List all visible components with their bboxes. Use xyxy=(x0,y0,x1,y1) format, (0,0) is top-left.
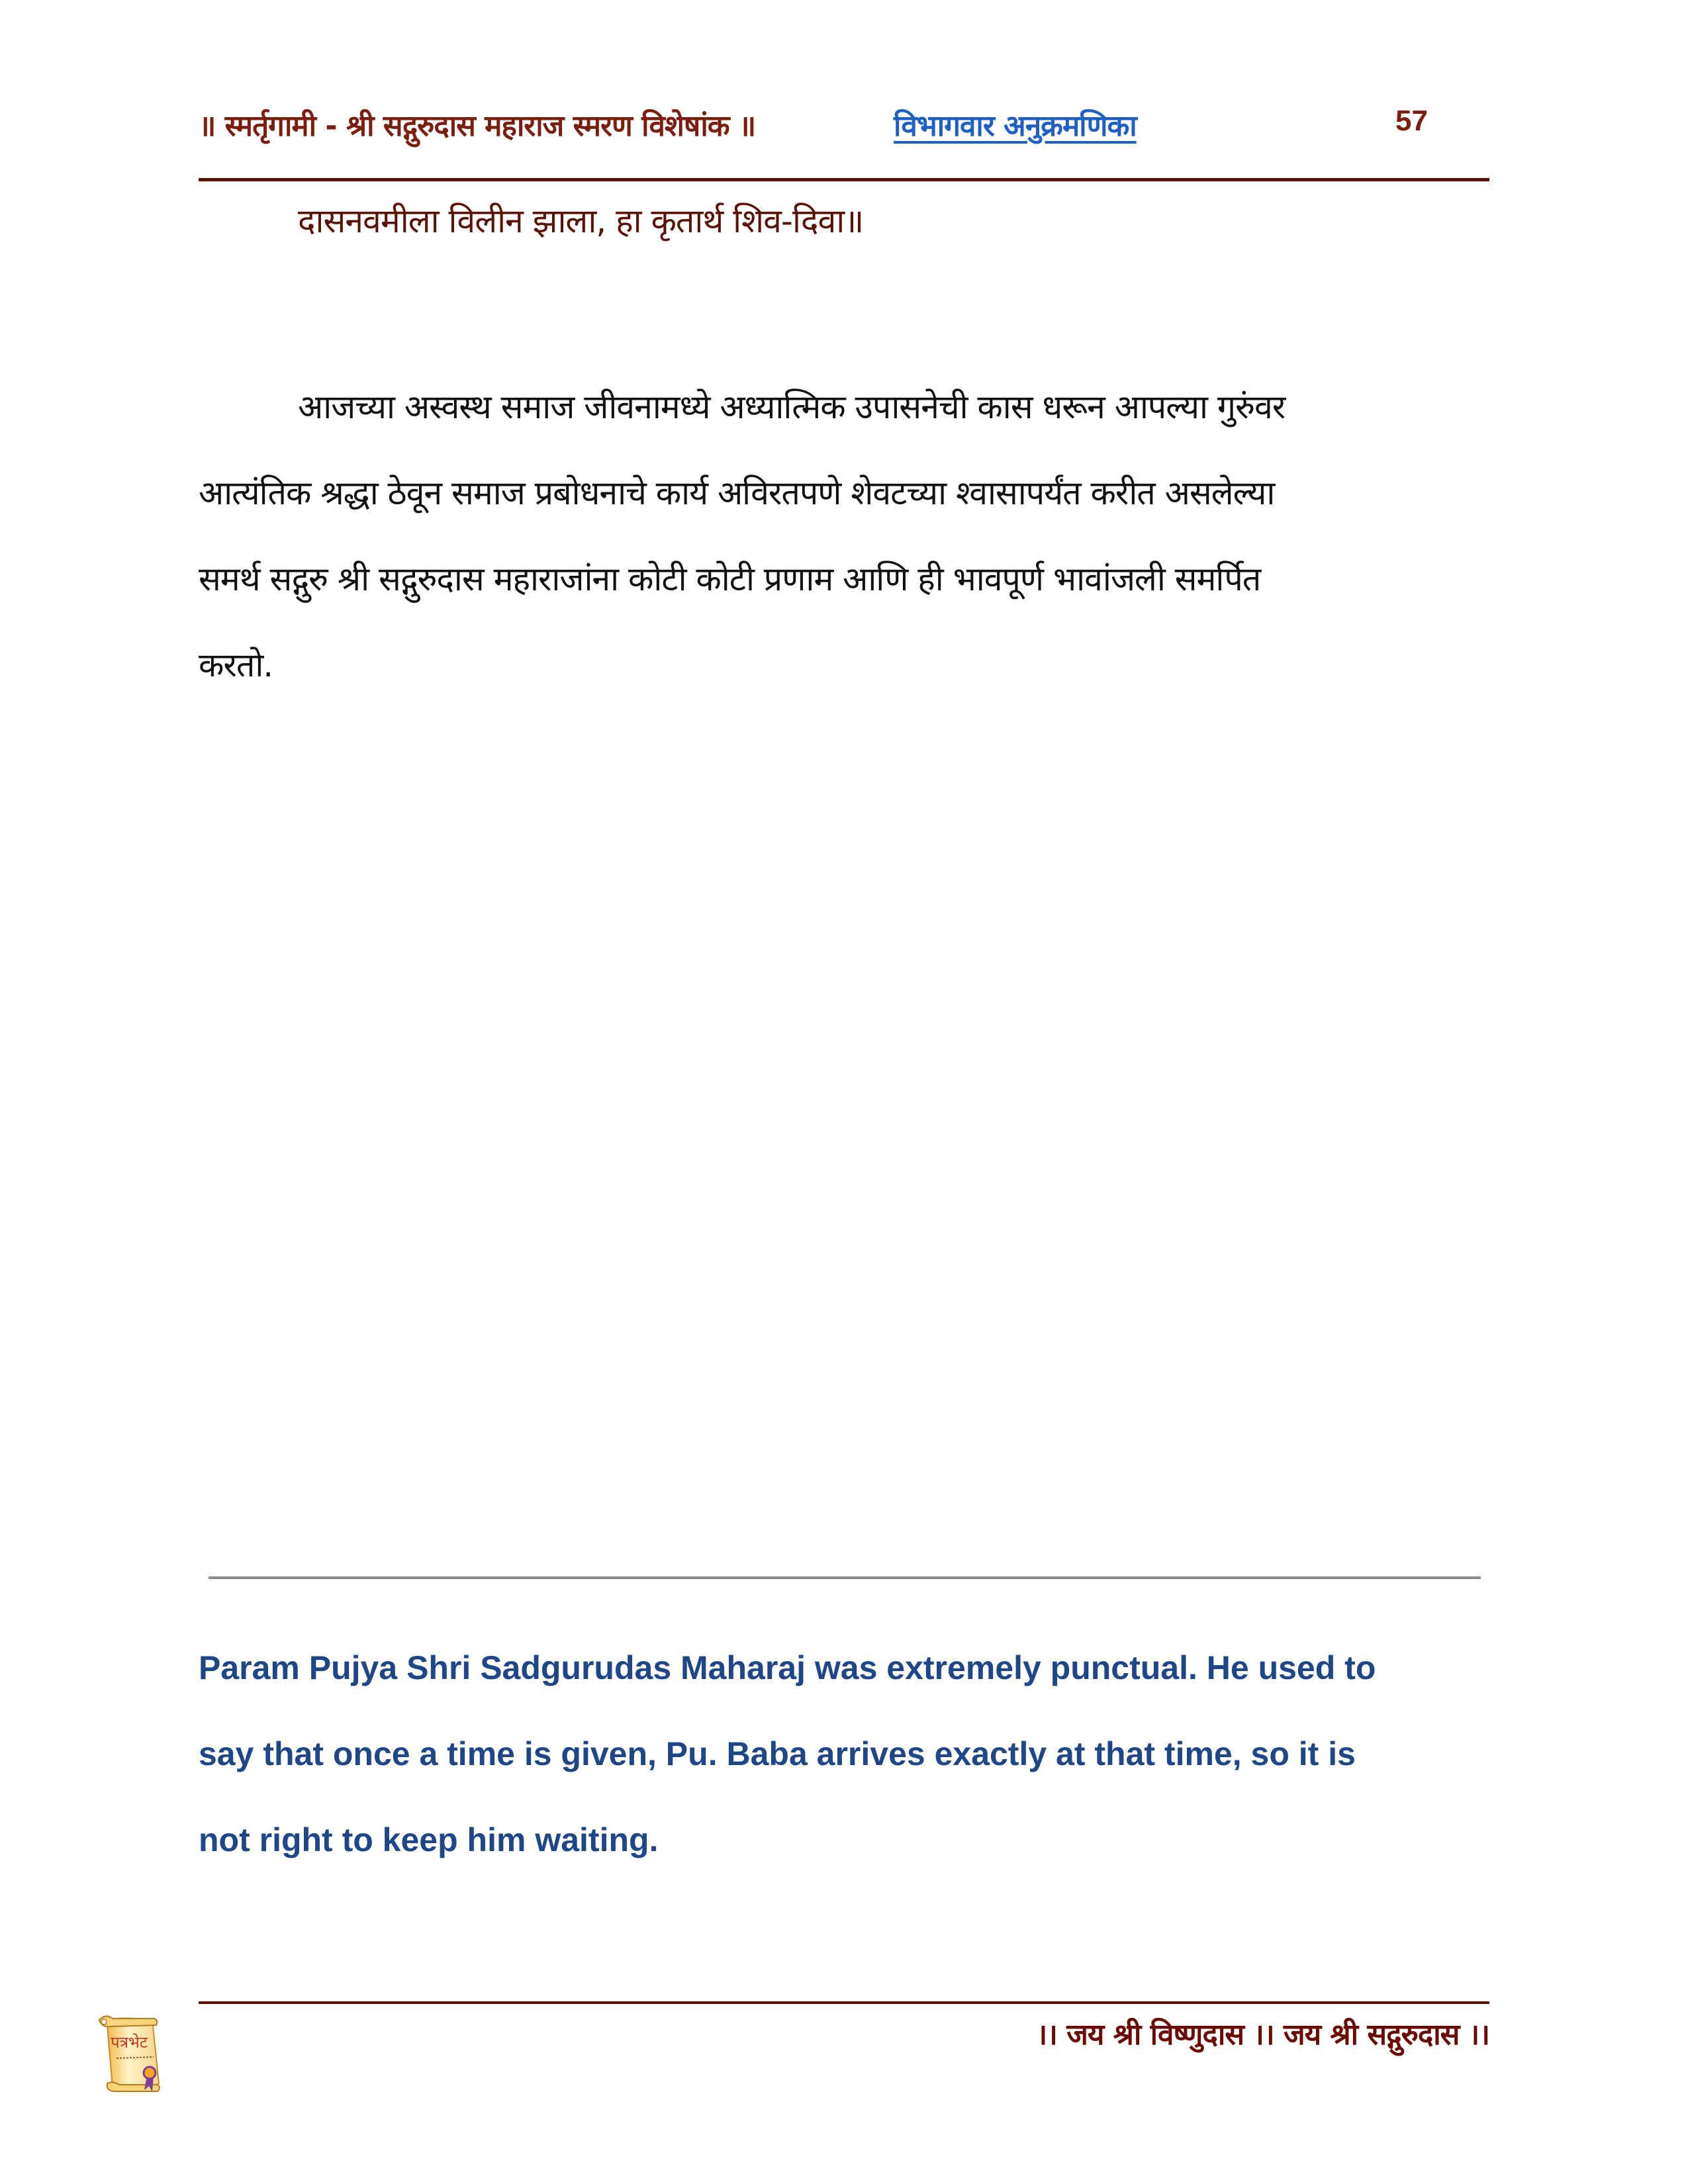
index-link[interactable]: विभागवार अनुक्रमणिका xyxy=(894,109,1137,143)
paragraph-line: not right to keep him waiting. xyxy=(199,1821,659,1858)
verse-line: दासनवमीला विलीन झाला, हा कृतार्थ शिव-दिवा॥ xyxy=(298,202,864,240)
header-divider xyxy=(199,178,1489,181)
page-header xyxy=(199,99,1489,152)
paragraph-line: समर्थ सद्गुरु श्री सद्गुरुदास महाराजांना कोटी कोटी प्रणाम आणि ही भावपूर्ण भावांजली समर्पित xyxy=(199,560,1261,598)
page-number: 57 xyxy=(1395,105,1428,137)
svg-text:पत्रभेट: पत्रभेट xyxy=(111,2033,148,2052)
section-divider xyxy=(209,1576,1481,1579)
scroll-icon xyxy=(93,2012,165,2095)
paragraph-line: Param Pujya Shri Sadgurudas Maharaj was extremely punctual. He used to xyxy=(199,1649,1376,1686)
paragraph-line: आत्यंतिक श्रद्धा ठेवून समाज प्रबोधनाचे कार्य अविरतपणे शेवटच्या श्वासापर्यंत करीत असलेल्या xyxy=(199,474,1275,512)
patrabhet-logo xyxy=(93,2012,165,2095)
english-paragraph xyxy=(199,1625,1509,1883)
footer-invocation: ।। जय श्री विष्णुदास ।। जय श्री सद्गुरुदास ।। xyxy=(1036,2018,1489,2052)
paragraph-line: say that once a time is given, Pu. Baba arrives exactly at that time, so it is xyxy=(199,1735,1356,1772)
marathi-paragraph xyxy=(199,364,1496,708)
paragraph-line: करतो. xyxy=(199,646,273,684)
publication-title: ॥ स्मर्तृगामी - श्री सद्गुरुदास महाराज स्मरण विशेषांक ॥ xyxy=(199,109,756,143)
footer-divider xyxy=(199,2001,1489,2004)
paragraph-line: आजच्या अस्वस्थ समाज जीवनामध्ये अध्यात्मिक उपासनेची कास धरून आपल्या गुरुंवर xyxy=(298,388,1286,426)
